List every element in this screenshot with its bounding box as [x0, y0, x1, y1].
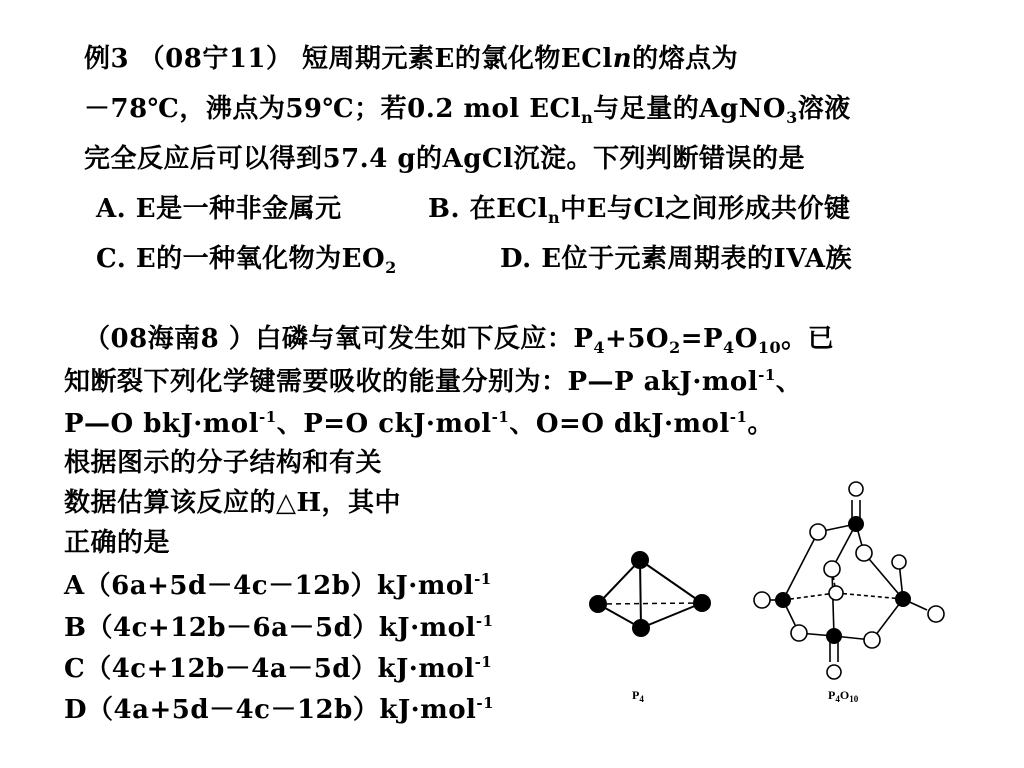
- p4o10-p-atom-top: [848, 516, 864, 532]
- q1-option-a: A. E是一种非金属元: [96, 194, 342, 224]
- q2-choice-d: D（4a+5d－4c－12b）kJ·mol$^{-1}$: [64, 694, 495, 725]
- q2-line-5: 数据估算该反应的△H，其中: [64, 488, 402, 518]
- p4-atom-right: [693, 594, 711, 612]
- p4-label: $P_4$: [632, 688, 644, 704]
- q2-line-6: 正确的是: [64, 528, 171, 558]
- p4o10-label: $P_4O_{10}$: [828, 688, 859, 704]
- q1-option-d: D. E位于元素周期表的IVA族: [500, 244, 853, 274]
- q2-line-4: 根据图示的分子结构和有关: [64, 448, 383, 478]
- p4-atom-left: [589, 595, 607, 613]
- q2-choice-a: A（6a+5d－4c－12b）kJ·mol$^{-1}$: [64, 570, 492, 601]
- q2-choice-b: B（4c+12b－6a－5d）kJ·mol$^{-1}$: [64, 612, 494, 643]
- p4o10-p-atom-bottom: [826, 628, 842, 644]
- q1-option-b: B. 在ECl$_n$中E与Cl之间形成共价键: [428, 194, 851, 227]
- q2-choice-c: C（4c+12b－4a－5d）kJ·mol$^{-1}$: [64, 653, 493, 684]
- p4o10-p-atom-right: [895, 591, 911, 607]
- q2-line-3: P—O bkJ·mol$^{-1}$、P=O ckJ·mol$^{-1}$、O=O dkJ·mol$^{-1}$。: [64, 408, 774, 439]
- q2-line-2: 知断裂下列化学键需要吸收的能量分别为：P—P akJ·mol$^{-1}$、: [64, 366, 803, 397]
- p4-atom-bottom: [632, 619, 650, 637]
- p4-atom-top: [631, 551, 649, 569]
- q1-line-1: 例3 （08宁11） 短周期元素E的氯化物ECln的熔点为: [84, 44, 739, 74]
- p4o10-p-atom-left: [775, 592, 791, 608]
- q1-option-c: C. E的一种氧化物为$EO_2$: [96, 244, 397, 277]
- q2-line-1: （08海南8 ）白磷与氧可发生如下反应：$P_4+5O_2=P_4O_{10}$。已: [84, 324, 835, 357]
- q1-line-2: －78℃，沸点为59℃；若0.2 mol ECl$_n$与足量的AgNO$_3$溶液: [84, 94, 851, 127]
- q1-line-3: 完全反应后可以得到57.4 g的AgCl沉淀。下列判断错误的是: [84, 144, 805, 174]
